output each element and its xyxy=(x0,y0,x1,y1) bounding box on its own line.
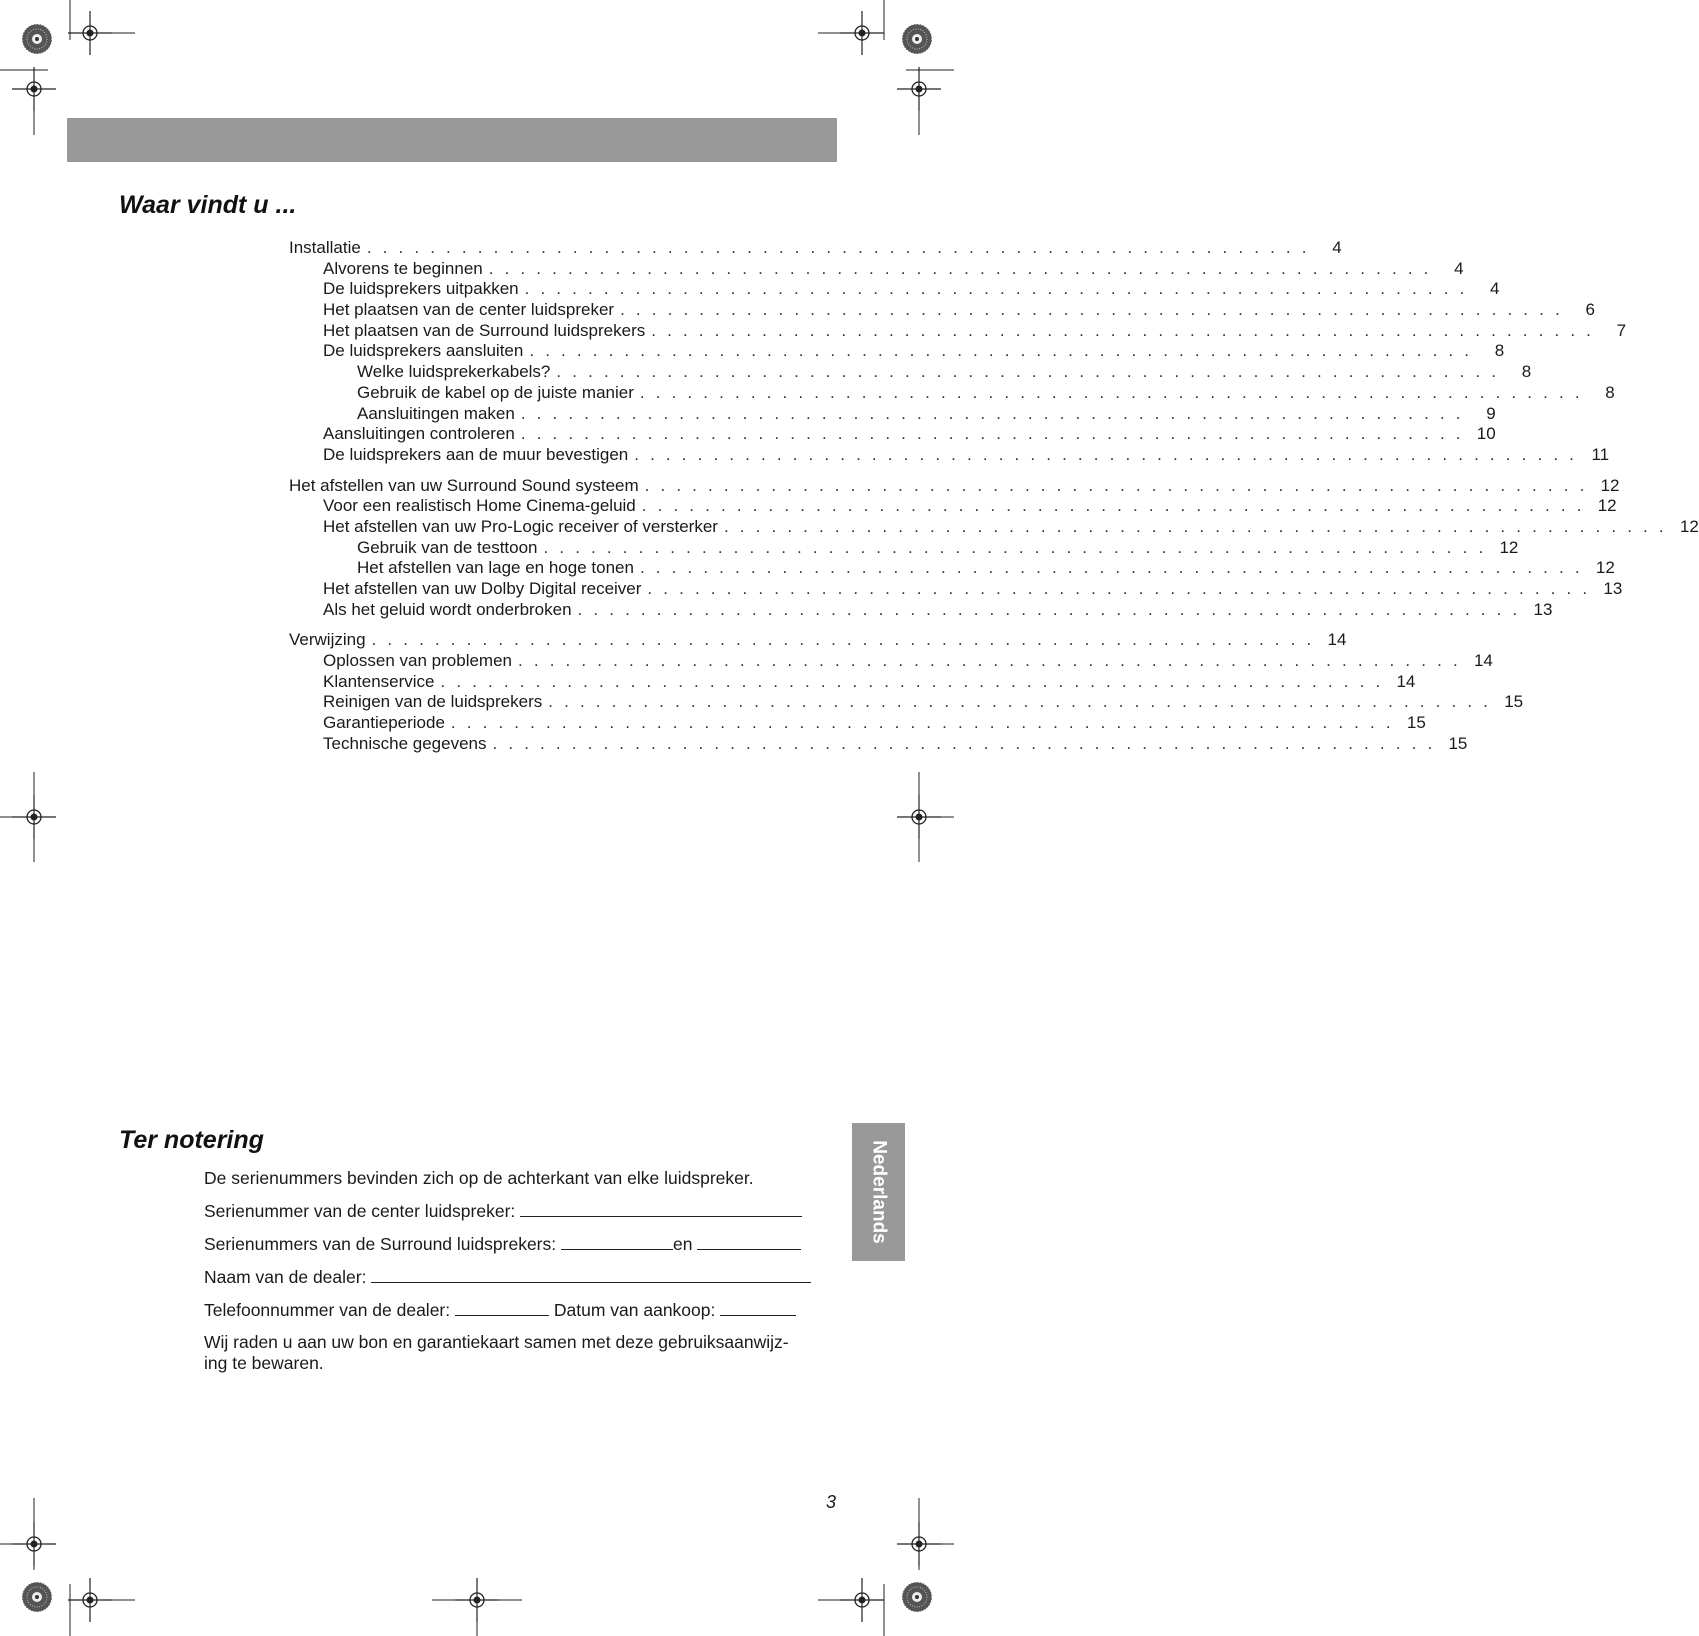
toc-dot-leader: . . . . . . . . . . . . . . . . . . . . . . . . . . . . . . . . . . . . . . . . . . . . . . . . . . . . . . . . . . . . xyxy=(520,424,1464,444)
toc-group xyxy=(289,475,1699,621)
page-number: 3 xyxy=(825,1492,836,1512)
toc-dot-leader: . . . . . . . . . . . . . . . . . . . . . . . . . . . . . . . . . . . . . . . . . . . . . . . . . . . . . . . . . . . . xyxy=(366,238,1310,257)
toc-entry xyxy=(289,599,1553,621)
toc-entry-label: Verwijzing xyxy=(289,630,366,650)
toc-entry-page: 14 xyxy=(1473,651,1493,671)
center-serial-label: Serienummer van de center luidspreker: xyxy=(204,1201,516,1221)
purchase-date-blank xyxy=(720,1299,796,1316)
toc-entry xyxy=(289,733,1468,755)
toc-dot-leader: . . . . . . . . . . . . . . . . . . . . . . . . . . . . . . . . . . . . . . . . . . . . . . . . . . . . . . . . . . . . xyxy=(651,320,1595,340)
toc-entry xyxy=(289,516,1699,538)
toc-entry-label: Het plaatsen van de center luidspreker xyxy=(323,300,615,320)
toc-dot-leader: . . . . . . . . . . . . . . . . . . . . . . . . . . . . . . . . . . . . . . . . . . . . . . . . . . . . . . . . . . . . xyxy=(577,599,1521,619)
toc-dot-leader: . . . . . . . . . . . . . . . . . . . . . . . . . . . . . . . . . . . . . . . . . . . . . . . . . . . . . . . . . . . . xyxy=(371,630,1315,650)
toc-entry-label: Gebruik de kabel op de juiste manier xyxy=(357,382,634,402)
toc-entry xyxy=(289,424,1496,445)
toc-entry-label: Als het geluid wordt onderbroken xyxy=(323,599,572,619)
toc-entry-label: Het afstellen van uw Pro-Logic receiver of versterker xyxy=(323,516,718,536)
toc-entry xyxy=(289,403,1496,425)
toc-entry xyxy=(289,238,1342,259)
toc-dot-leader: . . . . . . . . . . . . . . . . . . . . . . . . . . . . . . . . . . . . . . . . . . . . . . . . . . . . . . . . . . . . xyxy=(450,713,1394,733)
toc-entry xyxy=(289,713,1426,734)
toc-dot-leader: . . . . . . . . . . . . . . . . . . . . . . . . . . . . . . . . . . . . . . . . . . . . . . . . . . . . . . . . . . . . xyxy=(723,516,1667,536)
toc-entry-label: Reinigen van de luidsprekers xyxy=(323,692,543,712)
toc-entry-label: Gebruik van de testtoon xyxy=(357,537,538,557)
color-target-icon xyxy=(22,24,52,54)
toc-entry xyxy=(289,537,1519,559)
toc-entry-page: 13 xyxy=(1533,599,1553,619)
toc-entry-label: Installatie xyxy=(289,238,361,257)
toc-entry-page: 9 xyxy=(1486,403,1496,423)
toc-entry-page: 8 xyxy=(1521,362,1532,382)
notes-advice xyxy=(204,1332,834,1374)
toc-entry-page: 6 xyxy=(1585,300,1595,320)
toc-entry xyxy=(289,341,1505,362)
toc-dot-leader: . . . . . . . . . . . . . . . . . . . . . . . . . . . . . . . . . . . . . . . . . . . . . . . . . . . . . . . . . . . . xyxy=(492,733,1436,753)
surround-serial-blank-2 xyxy=(697,1233,801,1250)
toc-dot-leader: . . . . . . . . . . . . . . . . . . . . . . . . . . . . . . . . . . . . . . . . . . . . . . . . . . . . . . . . . . . . xyxy=(548,692,1492,712)
toc-group xyxy=(289,238,1627,466)
surround-serial-joiner: en xyxy=(673,1234,693,1254)
dealer-phone-label: Telefoonnummer van de dealer: xyxy=(204,1300,451,1320)
toc-entry-page: 8 xyxy=(1494,341,1505,361)
purchase-date-label: Datum van aankoop: xyxy=(553,1300,716,1320)
toc-entry-label: Oplossen van problemen xyxy=(323,651,513,671)
toc-entry-label: Het afstellen van lage en hoge tonen xyxy=(357,558,634,578)
toc-entry-page: 12 xyxy=(1679,516,1699,536)
toc-entry-page: 8 xyxy=(1605,382,1615,402)
toc-entry xyxy=(289,444,1610,466)
toc-entry-page: 4 xyxy=(1332,238,1342,257)
toc-dot-leader: . . . . . . . . . . . . . . . . . . . . . . . . . . . . . . . . . . . . . . . . . . . . . . . . . . . . . . . . . . . . xyxy=(529,341,1473,361)
toc-entry xyxy=(289,651,1493,672)
toc-entry xyxy=(289,382,1615,404)
toc-dot-leader: . . . . . . . . . . . . . . . . . . . . . . . . . . . . . . . . . . . . . . . . . . . . . . . . . . . . . . . . . . . . xyxy=(543,537,1487,557)
toc-dot-leader: . . . . . . . . . . . . . . . . . . . . . . . . . . . . . . . . . . . . . . . . . . . . . . . . . . . . . . . . . . . . xyxy=(518,651,1461,671)
color-target-icon xyxy=(902,1582,932,1612)
toc-entry-label: Welke luidsprekerkabels? xyxy=(357,362,551,382)
toc-dot-leader: . . . . . . . . . . . . . . . . . . . . . . . . . . . . . . . . . . . . . . . . . . . . . . . . . . . . . . . . . . . . xyxy=(620,300,1563,320)
toc-entry-page: 10 xyxy=(1476,424,1496,444)
language-tab-label: Nederlands xyxy=(868,1140,890,1244)
toc-entry-page: 7 xyxy=(1616,320,1627,340)
notes-intro: De serienummers bevinden zich op de achterkant van elke luidspreker. xyxy=(204,1168,754,1188)
toc-entry xyxy=(289,496,1617,517)
toc-dot-leader: . . . . . . . . . . . . . . . . . . . . . . . . . . . . . . . . . . . . . . . . . . . . . . . . . . . . . . . . . . . . xyxy=(641,496,1585,516)
toc-entry-page: 13 xyxy=(1603,579,1623,598)
surround-serial-blank-1 xyxy=(561,1233,673,1250)
toc-entry-page: 12 xyxy=(1499,537,1519,557)
toc-entry-page: 14 xyxy=(1396,671,1416,691)
notes-advice-line-2: ing te bewaren. xyxy=(204,1353,324,1373)
toc-dot-leader: . . . . . . . . . . . . . . . . . . . . . . . . . . . . . . . . . . . . . . . . . . . . . . . . . . . . . . . . . . . . xyxy=(520,403,1464,423)
toc-entry xyxy=(289,579,1623,600)
toc-dot-leader: . . . . . . . . . . . . . . . . . . . . . . . . . . . . . . . . . . . . . . . . . . . . . . . . . . . . . . . . . . . . xyxy=(644,475,1588,495)
toc-entry-label: Aansluitingen controleren xyxy=(323,424,515,444)
surround-serial-label: Serienummers van de Surround luidsprekers: xyxy=(204,1234,557,1254)
notes-advice-line-1: Wij raden u aan uw bon en garantiekaart samen met deze gebruiksaanwijz- xyxy=(204,1332,789,1352)
toc-dot-leader: . . . . . . . . . . . . . . . . . . . . . . . . . . . . . . . . . . . . . . . . . . . . . . . . . . . . . . . . . . . . xyxy=(556,362,1500,382)
toc-entry xyxy=(289,362,1532,383)
toc-entry xyxy=(289,558,1615,579)
dealer-name-blank xyxy=(371,1266,811,1283)
center-serial-blank xyxy=(520,1200,802,1217)
color-target-icon xyxy=(22,1582,52,1612)
toc-entry xyxy=(289,692,1524,713)
toc-entry xyxy=(289,475,1620,497)
center-serial-line xyxy=(204,1200,834,1222)
toc-entry-page: 14 xyxy=(1327,630,1347,650)
toc-entry-label: Het afstellen van uw Dolby Digital receiver xyxy=(323,579,642,598)
dealer-phone-line xyxy=(204,1299,834,1321)
toc-entry-page: 12 xyxy=(1600,475,1620,495)
toc-entry-label: Het afstellen van uw Surround Sound systeem xyxy=(289,475,639,495)
toc-entry-label: Klantenservice xyxy=(323,671,435,691)
toc-entry-label: De luidsprekers aan de muur bevestigen xyxy=(323,444,629,464)
toc-entry-label: Aansluitingen maken xyxy=(357,403,515,423)
toc-entry-label: Garantieperiode xyxy=(323,713,445,733)
toc-dot-leader: . . . . . . . . . . . . . . . . . . . . . . . . . . . . . . . . . . . . . . . . . . . . . . . . . . . . . . . . . . . . xyxy=(639,558,1583,578)
toc-entry-label: Alvorens te beginnen xyxy=(323,258,483,278)
table-of-contents xyxy=(289,238,1699,765)
toc-entry-label: Technische gegevens xyxy=(323,733,487,753)
toc-entry-page: 11 xyxy=(1591,444,1610,464)
toc-entry xyxy=(289,320,1627,342)
toc-dot-leader: . . . . . . . . . . . . . . . . . . . . . . . . . . . . . . . . . . . . . . . . . . . . . . . . . . . . . . . . . . . . xyxy=(639,382,1583,402)
toc-dot-leader: . . . . . . . . . . . . . . . . . . . . . . . . . . . . . . . . . . . . . . . . . . . . . . . . . . . . . . . . . . . . xyxy=(488,258,1432,278)
dealer-name-line xyxy=(204,1266,834,1288)
toc-entry xyxy=(289,671,1416,693)
toc-group xyxy=(289,630,1524,754)
language-tab xyxy=(852,1123,905,1261)
dealer-name-label: Naam van de dealer: xyxy=(204,1267,367,1287)
toc-entry-label: Voor een realistisch Home Cinema-geluid xyxy=(323,496,636,516)
toc-entry-page: 4 xyxy=(1454,258,1464,278)
color-target-icon xyxy=(902,24,932,54)
toc-entry-page: 15 xyxy=(1406,713,1426,733)
notes-section xyxy=(204,1168,834,1385)
toc-entry-label: De luidsprekers aansluiten xyxy=(323,341,524,361)
toc-entry-page: 15 xyxy=(1448,733,1468,753)
toc-entry-label: De luidsprekers uitpakken xyxy=(323,279,519,299)
toc-dot-leader: . . . . . . . . . . . . . . . . . . . . . . . . . . . . . . . . . . . . . . . . . . . . . . . . . . . . . . . . . . . . xyxy=(524,279,1468,299)
header-bar xyxy=(67,118,837,162)
toc-entry xyxy=(289,630,1347,651)
toc-dot-leader: . . . . . . . . . . . . . . . . . . . . . . . . . . . . . . . . . . . . . . . . . . . . . . . . . . . . . . . . . . . . xyxy=(440,671,1384,691)
surround-serial-line xyxy=(204,1233,834,1255)
toc-entry-page: 4 xyxy=(1490,279,1500,299)
toc-entry-page: 12 xyxy=(1595,558,1615,578)
notes-title: Ter notering xyxy=(119,1126,264,1154)
toc-dot-leader: . . . . . . . . . . . . . . . . . . . . . . . . . . . . . . . . . . . . . . . . . . . . . . . . . . . . . . . . . . . . xyxy=(634,444,1578,464)
toc-entry xyxy=(289,279,1500,300)
toc-entry-page: 12 xyxy=(1597,496,1617,516)
toc-entry-label: Het plaatsen van de Surround luidsprekers xyxy=(323,320,646,340)
toc-entry-page: 15 xyxy=(1504,692,1524,712)
toc-entry xyxy=(289,300,1595,321)
toc-title: Waar vindt u ... xyxy=(119,191,297,219)
toc-entry xyxy=(289,258,1464,280)
toc-dot-leader: . . . . . . . . . . . . . . . . . . . . . . . . . . . . . . . . . . . . . . . . . . . . . . . . . . . . . . . . . . . . xyxy=(647,579,1591,598)
dealer-phone-blank xyxy=(455,1299,549,1316)
